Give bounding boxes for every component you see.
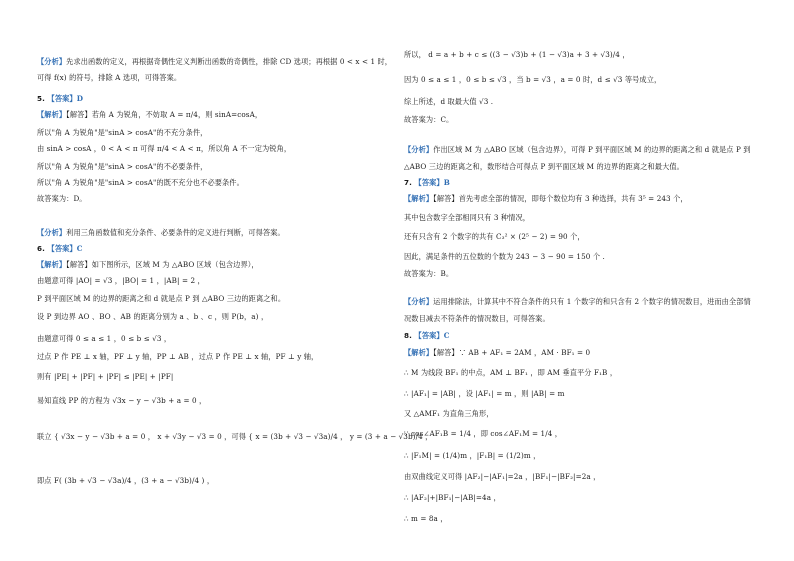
right-text-line (404, 389, 565, 399)
body-text: 故答案为：D。 (37, 194, 87, 203)
body-text: 故答案为：C。 (404, 115, 454, 124)
left-text-line (37, 260, 259, 270)
body-text: ∵ cos∠AF₁B = 1/4 ，即 cos∠AF₁M = 1/4 ， (404, 429, 563, 438)
left-text-line (37, 73, 181, 83)
right-text-line (404, 348, 590, 358)
question-number: 8. (404, 331, 415, 340)
body-text: 【解答】首先考虑全部的情况，即每个数位均有 3 种选择，共有 3⁵ = 243 个， (433, 194, 688, 203)
body-text: 因为 0 ≤ a ≤ 1 ，0 ≤ b ≤ √3 ，当 b = √3 ，a = 0 时，d ≤ √3 等号成立， (404, 75, 662, 84)
left-text-line (37, 128, 207, 138)
left-text-line (37, 162, 207, 172)
body-text: 可得 f(x) 的符号，排除 A 选项，可得答案。 (37, 73, 182, 82)
body-text: P 到平面区域 M 的边界的距离之和 d 就是点 P 到 △ABO 三边的距离之和。 (37, 294, 286, 303)
body-text: 过点 P 作 PE ⊥ x 轴，PF ⊥ y 轴，PP ⊥ AB ，过点 P 作 PE ⊥ x 轴，PF ⊥ y 轴， (37, 352, 319, 361)
right-text-line (404, 194, 688, 204)
question-number: 7. (404, 178, 415, 187)
body-text: 所以"角 A 为锐角"是"sinA > cosA"的不必要条件， (37, 162, 208, 171)
body-text: 所以， d = a + b + c ≤ ((3 − √3)b + (1 − √3)a + 3 + √3)/4 ， (404, 50, 630, 59)
right-text-line (404, 75, 661, 85)
left-text-line (37, 178, 244, 188)
section-tag: 【解析】 (37, 260, 67, 269)
left-text-line (37, 144, 291, 154)
body-text: ∴ M 为线段 BF₁ 的中点，AM ⊥ BF₁ ，即 AM 垂直平分 F₁B ， (404, 368, 618, 377)
right-text-line (404, 368, 617, 378)
right-text-line (404, 514, 448, 524)
body-text: 所以"角 A 为锐角"是"sinA > cosA"的不充分条件， (37, 128, 208, 137)
body-text: ∴ |AF₁| = |AB| ，设 |AF₁| = m ，则 |AB| = m (404, 389, 565, 398)
body-text: 则有 |PE| + |PF| + |PF| ≤ |PE| + |PF| (37, 372, 174, 381)
body-text: 【解答】如下图所示，区域 M 为 △ABO 区域（包含边界）， (66, 260, 259, 269)
body-text: 况数目减去不符条件的情况数目，可得答案。 (404, 314, 550, 323)
right-text-line (404, 145, 751, 155)
right-text-line (404, 232, 585, 242)
section-tag: 【解析】 (37, 110, 67, 119)
left-text-line (37, 372, 173, 382)
answer-label: 【答案】D (47, 94, 84, 103)
body-text: 其中包含数字全部相同只有 3 种情况， (404, 213, 531, 222)
body-text: 又 △AMF₁ 为直角三角形， (404, 409, 494, 418)
body-text: 利用三角函数值和充分条件、必要条件的定义进行判断，可得答案。 (66, 228, 285, 237)
body-text: 综上所述，d 取最大值 √3 . (404, 97, 494, 106)
body-text: △ABO 三边的距离之和，数形结合可得点 P 到平面区域 M 的边界的距离之和最大值。 (404, 162, 684, 171)
left-text-line (37, 312, 268, 322)
right-text-line (404, 162, 684, 172)
body-text: ∴ m = 8a ， (404, 514, 448, 523)
section-tag: 【分析】 (404, 297, 434, 306)
body-text: 【解答】若角 A 为锐角，不妨取 A = π/4，则 sinA=cosA， (66, 110, 263, 119)
right-text-line (404, 97, 493, 107)
body-text: 由题意可得 |AO| = √3 ，|BO| = 1 ，|AB| = 2 ， (37, 276, 205, 285)
body-text: 因此，满足条件的五位数的个数为 243 − 3 − 90 = 150 个 . (404, 252, 605, 261)
left-text-line (37, 396, 206, 406)
section-tag: 【解析】 (404, 194, 434, 203)
right-text-line (404, 451, 540, 461)
right-text-line (404, 331, 450, 341)
left-text-line (37, 352, 318, 362)
question-number: 6. (37, 244, 48, 253)
body-text: 设 P 到边界 AO 、BO 、AB 的距离分别为 a 、b 、c ，则 P(b，a) ， (37, 312, 269, 321)
body-text: 由双曲线定义可得 |AF₂|−|AF₁|=2a ，|BF₁|−|BF₂|=2a ， (404, 472, 601, 481)
section-tag: 【分析】 (37, 228, 67, 237)
right-text-line (404, 252, 605, 262)
answer-label: 【答案】B (414, 178, 450, 187)
left-text-line (37, 228, 285, 238)
body-text: 运用排除法，计算其中不符合条件的只有 1 个数字的和只含有 2 个数字的情况数目，进而由全部情 (433, 297, 751, 306)
left-text-line (37, 94, 83, 104)
section-tag: 【解析】 (404, 348, 434, 357)
question-number: 5. (37, 94, 48, 103)
body-text: 先求出函数的定义，再根据奇偶性定义判断出函数的奇偶性，排除 CD 选项；再根据 0 < x < 1 时， (66, 57, 393, 66)
right-text-line (404, 409, 494, 419)
right-text-line (404, 297, 751, 307)
right-text-line (404, 50, 630, 60)
right-text-line (404, 269, 453, 279)
section-tag: 【分析】 (404, 145, 434, 154)
left-text-line (37, 276, 205, 286)
left-text-line (37, 110, 262, 120)
left-text-line (37, 57, 392, 67)
answer-label: 【答案】C (414, 331, 450, 340)
body-text: 易知直线 PP 的方程为 √3x − y − √3b + a = 0 ， (37, 396, 207, 405)
body-text: 所以"角 A 为锐角"是"sinA > cosA"的既不充分也不必要条件。 (37, 178, 244, 187)
left-text-line (37, 432, 432, 442)
left-text-line (37, 476, 214, 486)
left-text-line (37, 194, 87, 204)
left-text-line (37, 294, 285, 304)
body-text: 故答案为：B。 (404, 269, 454, 278)
section-tag: 【分析】 (37, 57, 67, 66)
body-text: 联立 { √3x − y − √3b + a = 0 ， x + √3y − √3 = 0 ，可得 { x = (3b + √3 − √3a)/4 ， y = (3 + a − √3b)/4 ， (37, 432, 433, 441)
right-text-line (404, 178, 450, 188)
body-text: 由 sinA > cosA ，0 < A < π 可得 π/4 < A < π，所以角 A 不一定为锐角， (37, 144, 292, 153)
body-text: 【解答】∵ AB + AF₁ = 2AM ，AM · BF₁ = 0 (433, 348, 591, 357)
body-text: 作出区域 M 为 △ABO 区域（包含边界），可得 P 到平面区域 M 的边界的距离之和 d 就是点 P 到 (433, 145, 751, 154)
left-text-line (37, 244, 83, 254)
body-text: ∴ |AF₂|+|BF₁|−|AB|=4a ， (404, 493, 501, 502)
body-text: 还有只含有 2 个数字的共有 C₃² × (2⁵ − 2) = 90 个， (404, 232, 585, 241)
right-text-line (404, 472, 600, 482)
answer-label: 【答案】C (47, 244, 83, 253)
body-text: 即点 F( (3b + √3 − √3a)/4 ，(3 + a − √3b)/4 ) ， (37, 476, 215, 485)
right-text-line (404, 314, 550, 324)
right-text-line (404, 493, 501, 503)
body-text: 由题意可得 0 ≤ a ≤ 1 ，0 ≤ b ≤ √3 ， (37, 334, 172, 343)
right-text-line (404, 115, 453, 125)
left-text-line (37, 334, 171, 344)
right-text-line (404, 429, 562, 439)
right-text-line (404, 213, 530, 223)
body-text: ∴ |F₁M| = (1/4)m ，|F₁B| = (1/2)m ， (404, 451, 541, 460)
